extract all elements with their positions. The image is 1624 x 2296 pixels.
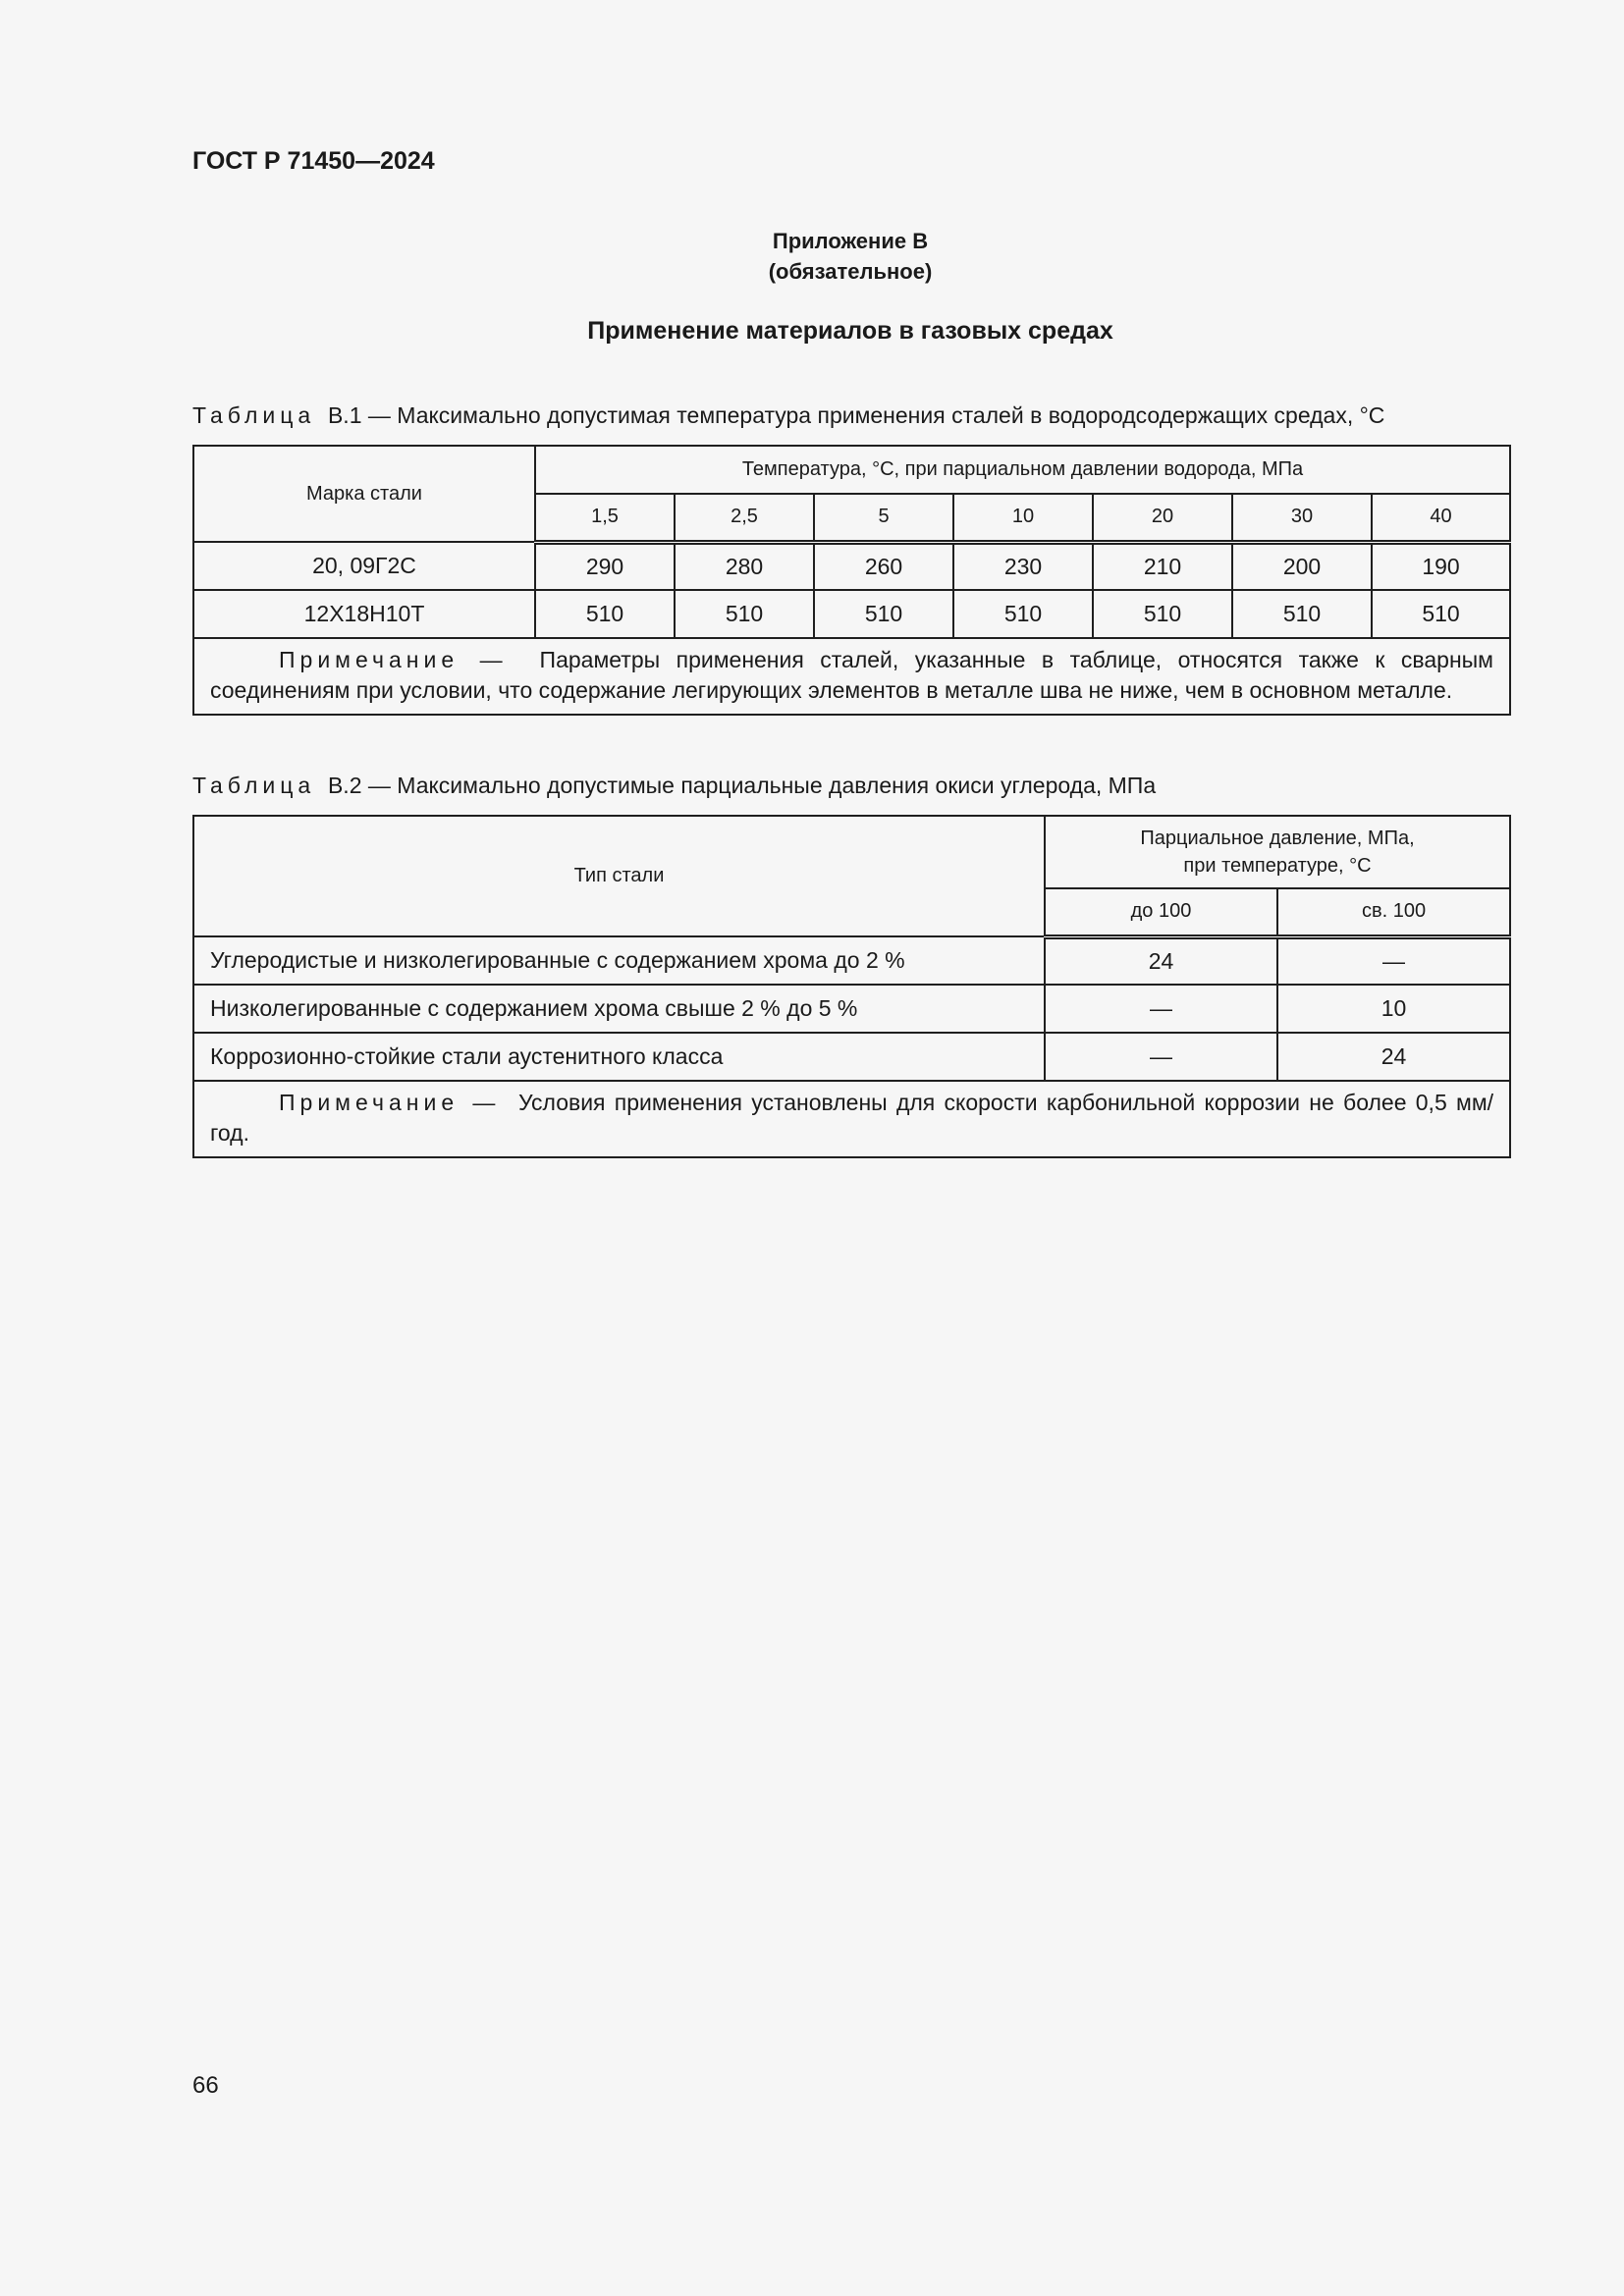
- table1-header-pressure: 30: [1232, 494, 1372, 542]
- table2-header-over-100: св. 100: [1277, 888, 1510, 936]
- table1-caption-label: Таблица: [192, 402, 316, 428]
- table1-header-pressure: 10: [953, 494, 1093, 542]
- table2-header-pressure-line2: при температуре, °С: [1183, 855, 1372, 877]
- table2-header-pressure-group: [1045, 816, 1510, 888]
- table1-value-cell: 200: [1232, 542, 1372, 590]
- table2-value-cell: —: [1045, 985, 1277, 1033]
- table2-header-type: Тип стали: [193, 816, 1045, 936]
- table-row: [193, 985, 1510, 1033]
- table2-header-pressure-line1: Парциальное давление, МПа,: [1140, 828, 1415, 849]
- table1-header-pressure: 40: [1372, 494, 1510, 542]
- table2-value-cell: —: [1277, 936, 1510, 985]
- section-title: Применение материалов в газовых средах: [587, 317, 1113, 345]
- table1-value-cell: 230: [953, 542, 1093, 590]
- table1-steel-cell: 12Х18Н10Т: [193, 590, 535, 638]
- table2-value-cell: —: [1045, 1033, 1277, 1081]
- table1-value-cell: 290: [535, 542, 675, 590]
- table2: [192, 815, 1511, 1158]
- table1-value-cell: 510: [535, 590, 675, 638]
- table1-header-pressure: 2,5: [675, 494, 814, 542]
- table2-type-cell: Коррозионно-стойкие стали аустенитного класса: [193, 1033, 1045, 1081]
- table1-value-cell: 510: [1093, 590, 1232, 638]
- table1-header-pressure: 20: [1093, 494, 1232, 542]
- table1-caption: [192, 402, 1384, 429]
- table1-value-cell: 280: [675, 542, 814, 590]
- table2-note-text: Условия применения установлены для скорости карбонильной коррозии не более 0,5 мм/год.: [210, 1090, 1494, 1146]
- table1-note: [193, 638, 1510, 715]
- table2-value-cell: 24: [1277, 1033, 1510, 1081]
- table1-value-cell: 260: [814, 542, 953, 590]
- table1-caption-text: В.1 — Максимально допустимая температура применения сталей в водородсодержащих средах, °С: [327, 402, 1385, 428]
- table1-header-pressure: 5: [814, 494, 953, 542]
- table2-value-cell: 24: [1045, 936, 1277, 985]
- table-row: [193, 590, 1510, 638]
- table1-value-cell: 510: [814, 590, 953, 638]
- table1-value-cell: 510: [1372, 590, 1510, 638]
- table1-header-steel: Марка стали: [193, 446, 535, 542]
- page-number: 66: [192, 2072, 219, 2099]
- table1-header-pressure: 1,5: [535, 494, 675, 542]
- table1-value-cell: 190: [1372, 542, 1510, 590]
- table1-note-label: Примечание —: [279, 647, 508, 672]
- annex-title: Приложение В: [772, 229, 929, 253]
- table1-note-text: Параметры применения сталей, указанные в таблице, относятся также к сварным соединениям при условии, что содержание легирующих элементов в металле шва не ниже, чем в основном металле.: [210, 647, 1493, 703]
- table-row: [193, 1033, 1510, 1081]
- annex-status: (обязательное): [768, 259, 933, 284]
- table1-value-cell: 510: [675, 590, 814, 638]
- table1-value-cell: 210: [1093, 542, 1232, 590]
- table2-type-cell: Низколегированные с содержанием хрома свыше 2 % до 5 %: [193, 985, 1045, 1033]
- table2-caption-text: В.2 — Максимально допустимые парциальные давления окиси углерода, МПа: [327, 773, 1157, 798]
- table2-type-cell: Углеродистые и низколегированные с содержанием хрома до 2 %: [193, 936, 1045, 985]
- annex-heading: [192, 226, 1508, 287]
- table1-value-cell: 510: [1232, 590, 1372, 638]
- table1-steel-cell: 20, 09Г2С: [193, 542, 535, 590]
- document-code: ГОСТ Р 71450—2024: [192, 147, 435, 175]
- table1-value-cell: 510: [953, 590, 1093, 638]
- table-row: [193, 936, 1510, 985]
- table2-note: [193, 1081, 1510, 1157]
- table-row: [193, 542, 1510, 590]
- table2-value-cell: 10: [1277, 985, 1510, 1033]
- table1-header-temperature: Температура, °С, при парциальном давлении водорода, МПа: [535, 446, 1510, 494]
- table1: [192, 445, 1511, 716]
- table2-caption-label: Таблица: [192, 773, 316, 798]
- table2-header-up-to-100: до 100: [1045, 888, 1277, 936]
- table2-note-label: Примечание —: [279, 1090, 501, 1115]
- table2-caption: [192, 773, 1156, 799]
